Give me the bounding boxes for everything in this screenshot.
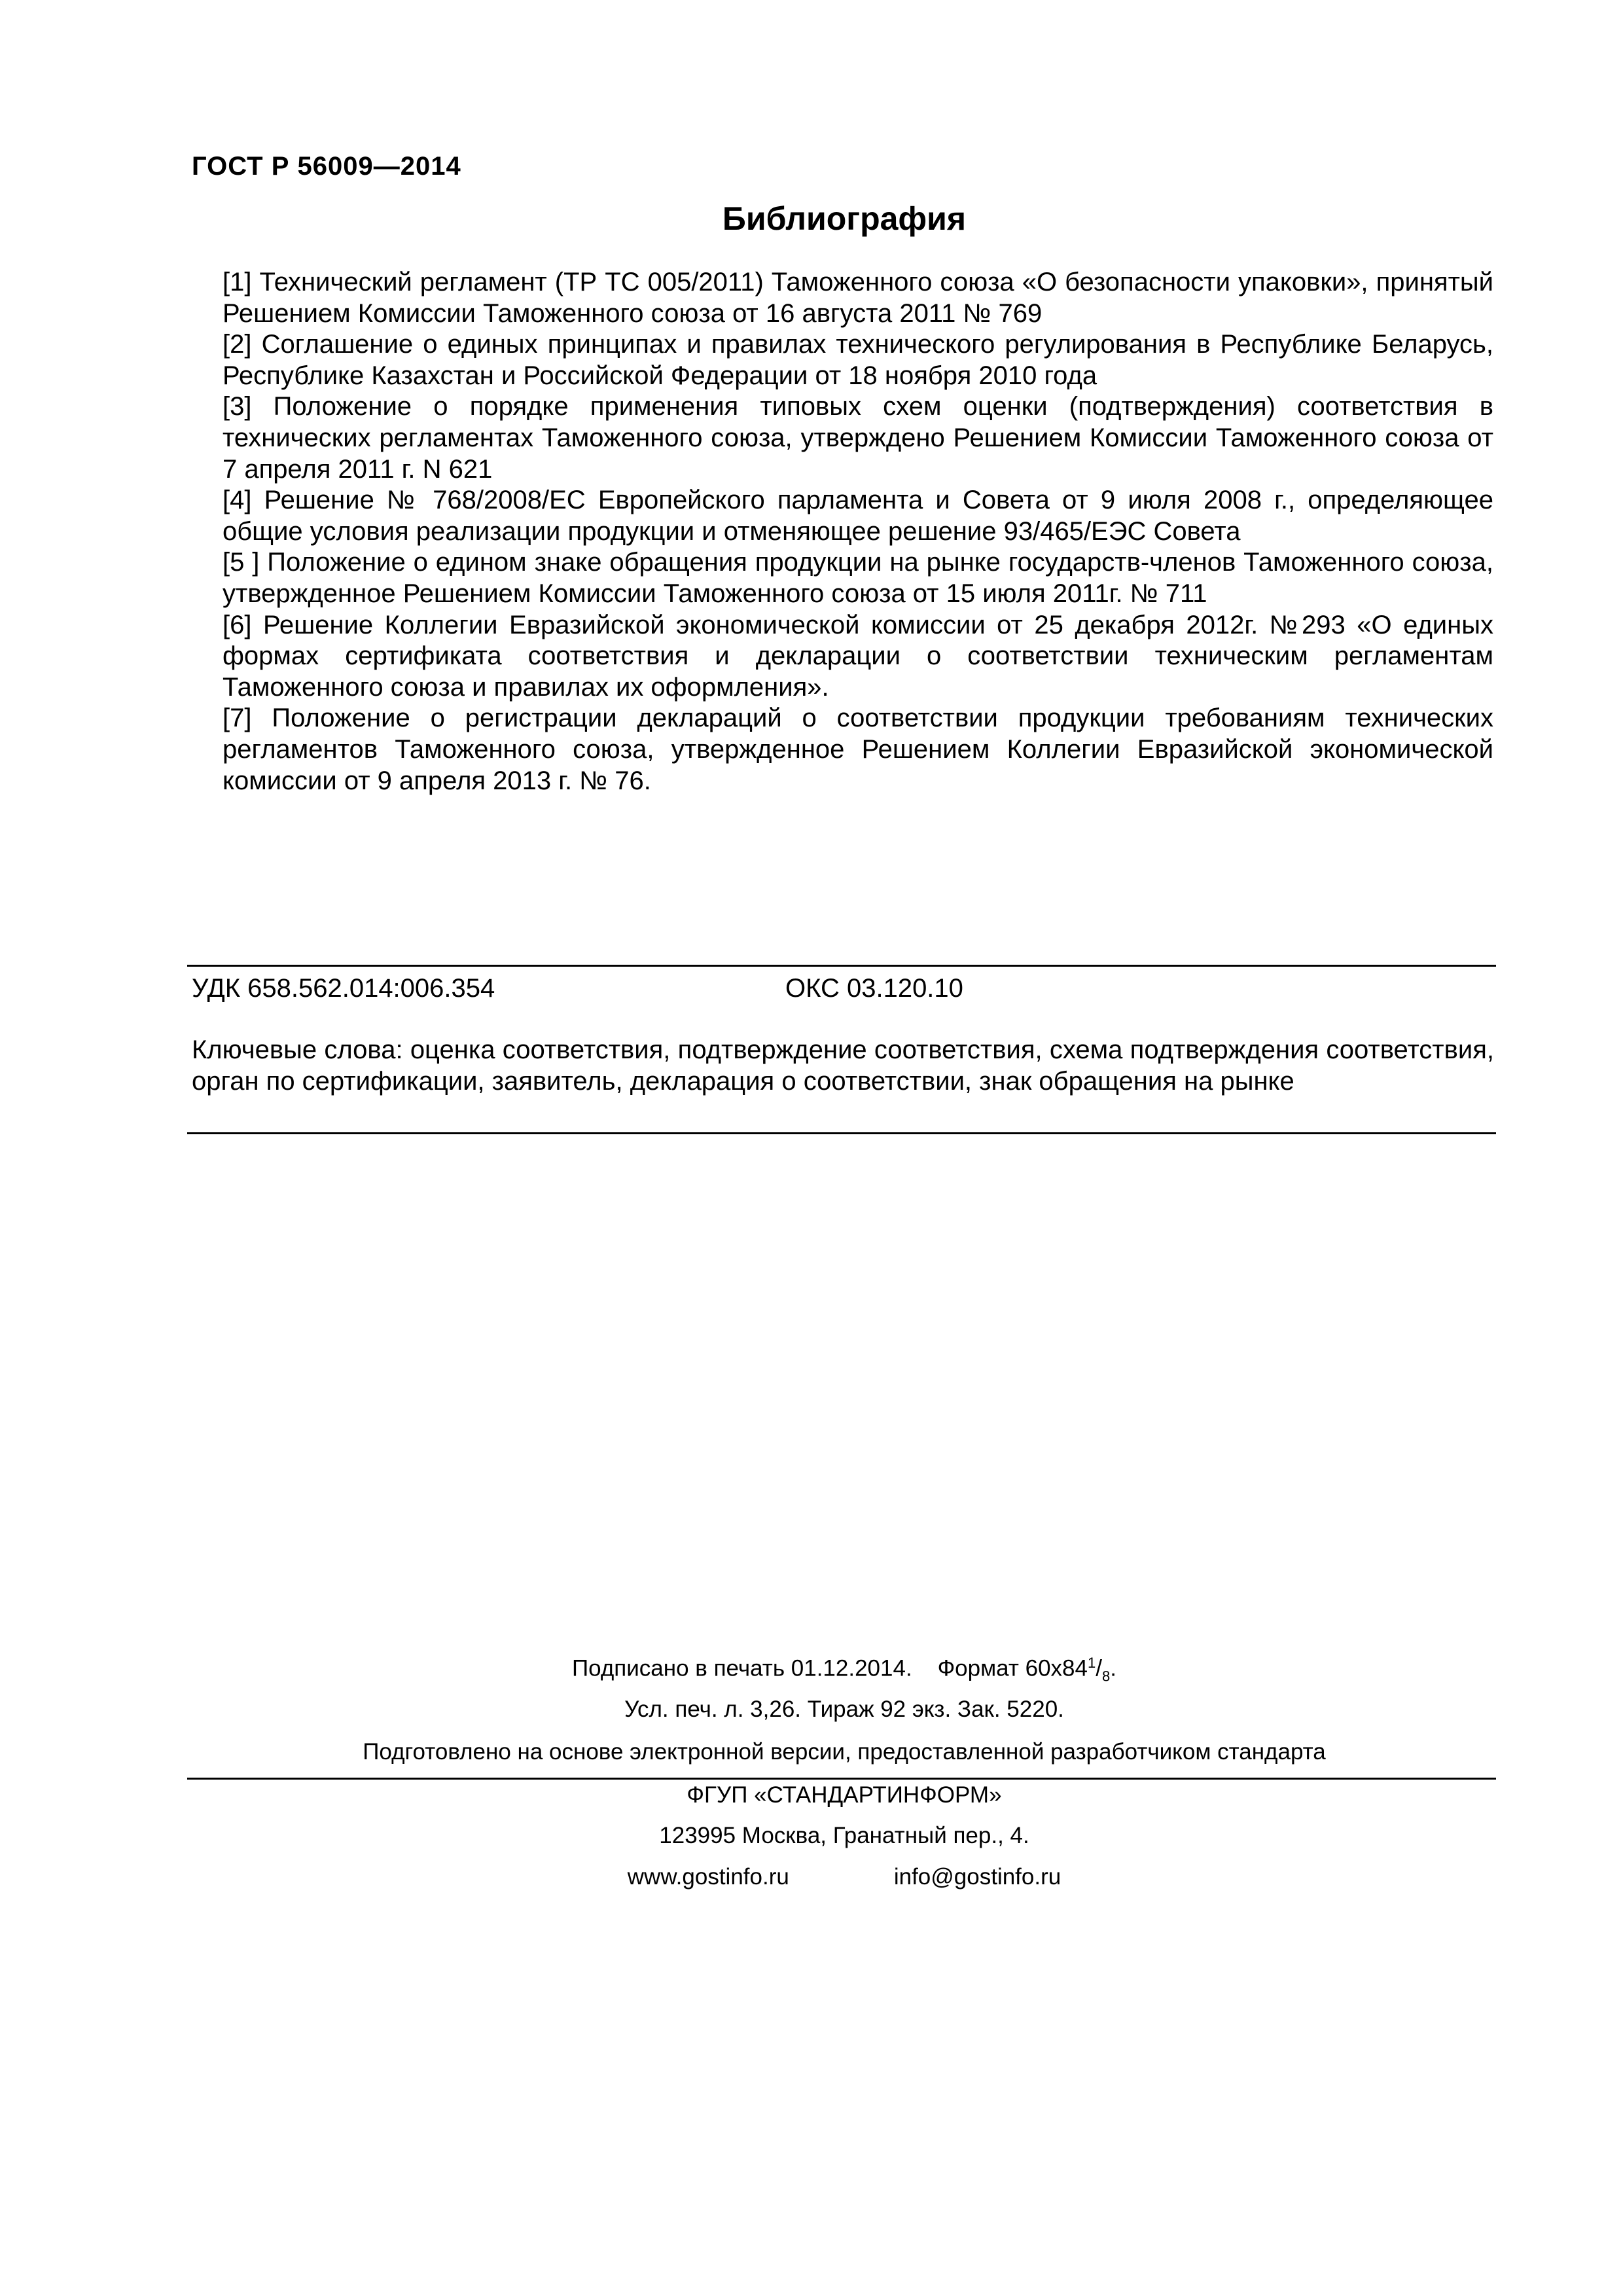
imprint-format-suffix: .: [1110, 1655, 1116, 1681]
bibliography-item-1: [1] Технический регламент (ТР ТС 005/2011) Таможенного союза «О безопасности упаковки», принятый Решением Комиссии Таможенного союза от 16 августа 2011 № 769: [223, 268, 1493, 328]
bibliography-item-4: [4] Решение № 768/2008/ЕС Европейского парламента и Совета от 9 июля 2008 г., определяющее общие условия реализации продукции и отменяющее решение 93/465/ЕЭС Совета: [223, 486, 1493, 546]
website-link[interactable]: www.gostinfo.ru: [627, 1864, 789, 1890]
bibliography-item-5: [5 ] Положение о едином знаке обращения продукции на рынке государств-членов Таможенного союза, утвержденное Решением Комиссии Таможенного союза от 15 июля 2011г. № 711: [223, 548, 1493, 608]
udk-code: УДК 658.562.014:006.354: [192, 974, 495, 1003]
imprint-address: 123995 Москва, Гранатный пер., 4.: [659, 1823, 1029, 1848]
bibliography-item-7: [7] Положение о регистрации деклараций о соответствии продукции требованиям технических регламентов Таможенного союза, утвержденное Решением Коллегии Евразийской экономической комиссии от 9 апреля 2013 г. № 76.: [223, 704, 1493, 795]
imprint-publisher: ФГУП «СТАНДАРТИНФОРМ»: [687, 1782, 1002, 1808]
imprint-rule: [187, 1778, 1496, 1780]
classification-top-rule: [187, 965, 1496, 967]
imprint-prepared: Подготовлено на основе электронной версии, предоставленной разработчиком стандарта: [363, 1739, 1326, 1765]
imprint-format-sup: 1: [1088, 1655, 1096, 1671]
oks-code: ОКС 03.120.10: [785, 974, 963, 1003]
keywords-text: Ключевые слова: оценка соответствия, подтверждение соответствия, схема подтверждения соответствия, орган по сертификации, заявитель, декларация о соответствии, знак обращения на рынке: [192, 1035, 1494, 1096]
document-code: ГОСТ Р 56009—2014: [192, 152, 461, 181]
email-link[interactable]: info@gostinfo.ru: [893, 1864, 1061, 1890]
imprint-signed: Подписано в печать 01.12.2014.: [572, 1655, 912, 1681]
bibliography-title: Библиография: [722, 200, 967, 237]
bibliography-item-6: [6] Решение Коллегии Евразийской экономической комиссии от 25 декабря 2012г. №293 «О единых формах сертификата соответствия и декларации о соответствии техническим регламентам Таможенного союза и правилах их оформления».: [223, 610, 1493, 702]
imprint-format-slash: /: [1096, 1655, 1102, 1681]
imprint-print-info: Усл. печ. л. 3,26. Тираж 92 экз. Зак. 5220.: [624, 1696, 1064, 1722]
imprint-format-sub: 8: [1101, 1668, 1111, 1685]
imprint-signed-line: [0, 1655, 1623, 1685]
imprint-contacts: [0, 1864, 1623, 1890]
bibliography-item-2: [2] Соглашение о единых принципах и правилах технического регулирования в Республике Беларусь, Республике Казахстан и Российской Федерации от 18 ноября 2010 года: [223, 330, 1493, 390]
bibliography-list: [223, 267, 1493, 797]
imprint-format-prefix: Формат 60x84: [937, 1655, 1088, 1681]
keywords-bottom-rule: [187, 1132, 1496, 1134]
bibliography-item-3: [3] Положение о порядке применения типовых схем оценки (подтверждения) соответствия в технических регламентах Таможенного союза, утверждено Решением Комиссии Таможенного союза от 7 апреля 2011 г. N 621: [223, 392, 1493, 484]
